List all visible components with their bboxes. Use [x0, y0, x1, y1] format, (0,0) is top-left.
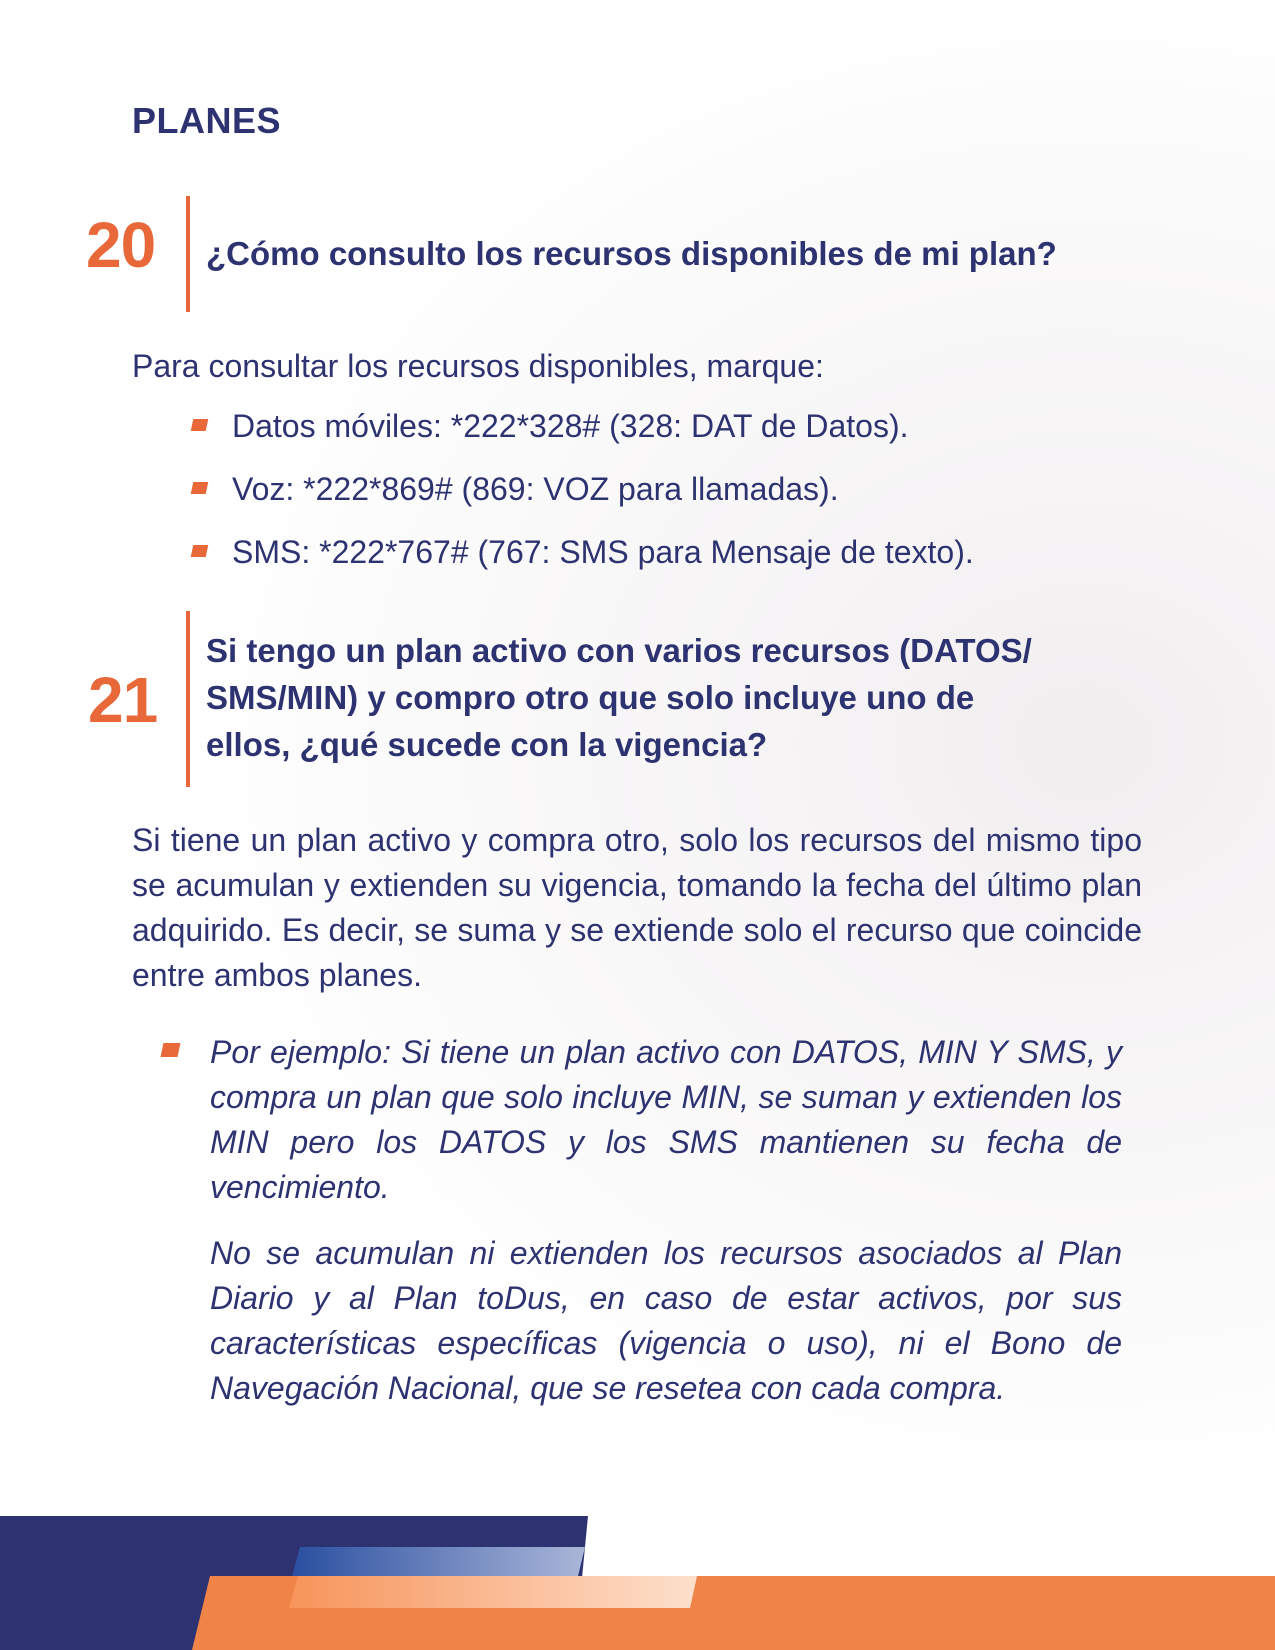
answer-text-21: Si tiene un plan activo y compra otro, solo los recursos del mismo tipo se acumulan y extienden su vigencia, tomando la fecha del último plan adquirido. Es decir, se suma y se extiende solo el recurso que coincide entre ambos planes. [132, 822, 1142, 993]
intro-text-20: Para consultar los recursos disponibles, marque: [132, 348, 824, 384]
question-divider-20 [186, 196, 190, 312]
question-divider-21 [186, 611, 190, 787]
footer-light-stripe [289, 1576, 697, 1608]
example-text: Por ejemplo: Si tiene un plan activo con DATOS, MIN Y SMS, y compra un plan que solo incluye MIN, se suman y extienden los MIN pero los DATOS y los SMS mantienen su fecha de vencimiento. [210, 1034, 1122, 1205]
list-item [190, 529, 974, 592]
list-item [190, 466, 974, 529]
question-line: SMS/MIN) y compro otro que solo incluye uno de [206, 679, 975, 716]
list-item [190, 403, 974, 466]
question-title-20: ¿Cómo consulto los recursos disponibles de mi plan? [206, 235, 1057, 272]
question-number-21: 21 [88, 664, 158, 736]
list-item-text: Datos móviles: *222*328# (328: DAT de Datos). [232, 408, 909, 444]
resource-code-list [190, 403, 974, 592]
bullet-square-icon [191, 419, 209, 431]
footer-decoration [0, 1500, 1275, 1650]
question-line: Si tengo un plan activo con varios recursos (DATOS/ [206, 632, 1032, 669]
question-number-20: 20 [86, 209, 156, 281]
question-title-21 [206, 627, 1032, 768]
list-item-text: Voz: *222*869# (869: VOZ para llamadas). [232, 471, 839, 507]
list-item-text: SMS: *222*767# (767: SMS para Mensaje de texto). [232, 534, 974, 570]
bullet-square-icon [161, 1043, 181, 1057]
section-title: PLANES [132, 100, 282, 141]
bullet-square-icon [191, 545, 209, 557]
note-text: No se acumulan ni extienden los recursos asociados al Plan Diario y al Plan toDus, en caso de estar activos, por sus características específicas (vigencia o uso), ni el Bono de Navegación Nacional, que se resetea con cada compra. [210, 1235, 1122, 1406]
footer-blue-stripe [292, 1547, 585, 1576]
bullet-square-icon [191, 482, 209, 494]
question-line: ellos, ¿qué sucede con la vigencia? [206, 726, 768, 763]
